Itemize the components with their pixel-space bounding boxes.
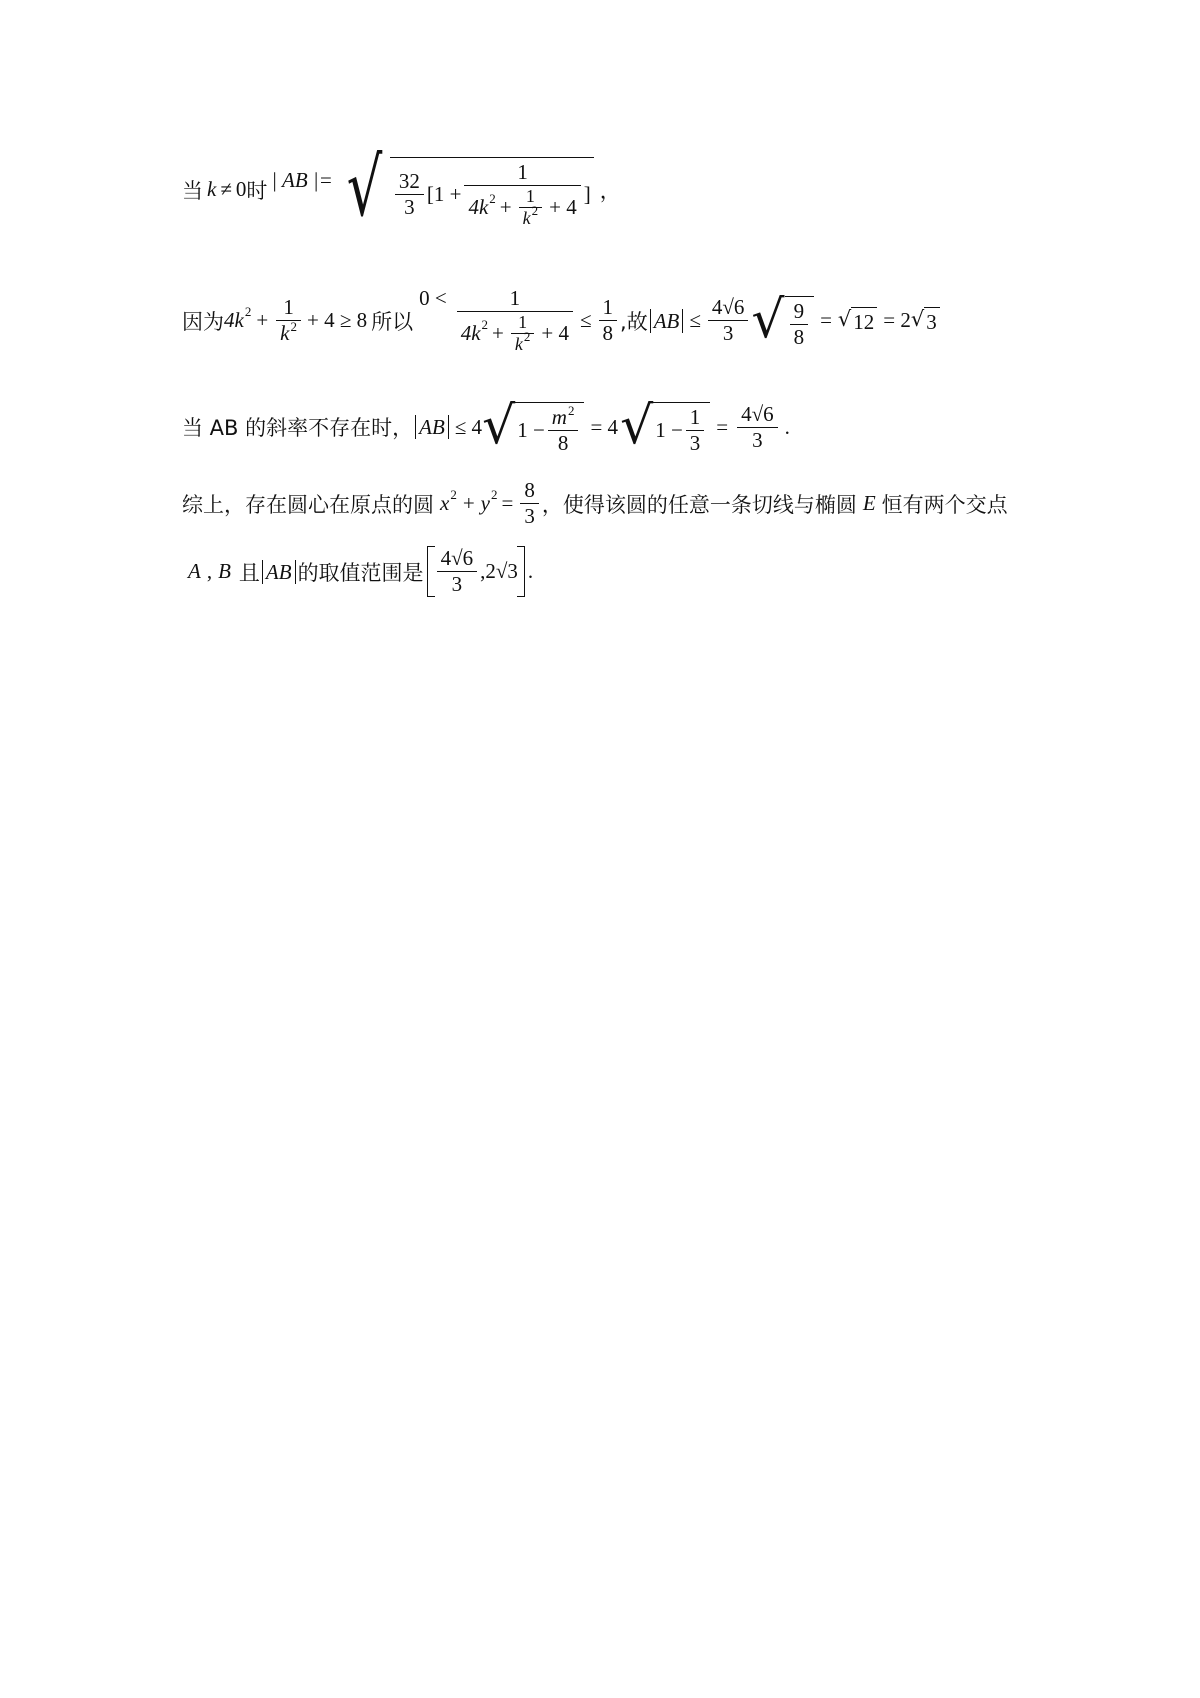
frac-num: 9 bbox=[793, 298, 805, 323]
zero: 0 bbox=[235, 177, 247, 201]
formula-line-5 bbox=[182, 546, 533, 597]
frac-num: 4√6 bbox=[741, 401, 774, 426]
leq-4: ≤ 4 bbox=[454, 414, 483, 439]
radicand-3: 3 bbox=[924, 307, 940, 335]
fraction-1-3 bbox=[686, 405, 705, 456]
comma: ， bbox=[599, 178, 621, 203]
var-k: k bbox=[207, 177, 217, 201]
var-y: y bbox=[480, 491, 490, 515]
zero-lt: 0 < bbox=[419, 286, 447, 310]
var-m: m bbox=[551, 405, 567, 429]
formula-line-3 bbox=[182, 398, 790, 456]
equals: = bbox=[716, 414, 729, 439]
var-E: E bbox=[862, 491, 876, 515]
var-x: x bbox=[440, 491, 450, 515]
frac-num: 8 bbox=[524, 478, 535, 502]
text-qie: 且 bbox=[238, 560, 260, 585]
frac-den: 8 bbox=[557, 431, 569, 455]
frac-den: 3 bbox=[404, 195, 415, 219]
frac-num: 4√6 bbox=[711, 295, 745, 319]
nested-fraction bbox=[519, 186, 543, 229]
equals-2: = 2 bbox=[883, 308, 911, 332]
sqrt-12 bbox=[838, 307, 877, 335]
plus-4: + 4 bbox=[549, 195, 577, 219]
nested-fraction bbox=[511, 312, 535, 355]
plus: + bbox=[492, 321, 504, 345]
frac-num: 32 bbox=[398, 169, 420, 193]
equals: = bbox=[820, 308, 832, 332]
text-yinwei: 因为 bbox=[182, 309, 224, 334]
abs-ab: AB bbox=[415, 415, 449, 439]
term-4k: 4k bbox=[468, 195, 489, 219]
period: . bbox=[784, 414, 790, 439]
plus: + bbox=[499, 195, 512, 219]
exp-2: 2 bbox=[531, 203, 539, 218]
fraction-9-8 bbox=[790, 299, 809, 350]
sqrt-sign-icon: √ bbox=[620, 396, 654, 456]
exp-2: 2 bbox=[244, 303, 252, 319]
big-fraction bbox=[457, 286, 573, 355]
sqrt-1-1-3 bbox=[620, 398, 710, 456]
frac-den bbox=[457, 312, 573, 355]
frac-den: 8 bbox=[793, 324, 805, 349]
frac-den: 8 bbox=[602, 321, 614, 345]
bracket-open: [1 + bbox=[426, 182, 462, 206]
sqrt-sign-icon: √ bbox=[346, 141, 383, 234]
var-k: k bbox=[522, 208, 531, 228]
text-conclusion-a: 综上，存在圆心在原点的圆 bbox=[182, 492, 434, 517]
var-A: A bbox=[188, 559, 201, 583]
text-conclusion-b: ，使得该圆的任意一条切线与椭圆 bbox=[541, 492, 857, 517]
text-slope-undefined: 当 AB 的斜率不存在时， bbox=[182, 416, 414, 440]
formula-line-1 bbox=[182, 141, 621, 234]
fraction-32-3 bbox=[395, 169, 424, 220]
formula-line-4 bbox=[182, 478, 1008, 529]
frac-num: 1 bbox=[509, 286, 521, 310]
fraction-4root6-3 bbox=[737, 402, 778, 453]
sqrt-sign-icon: √ bbox=[910, 306, 925, 331]
frac-den: 3 bbox=[722, 321, 734, 345]
text-dang: 当 bbox=[182, 178, 203, 203]
frac-num: 1 bbox=[602, 295, 614, 319]
sqrt-body bbox=[653, 402, 710, 456]
fraction-8-3 bbox=[520, 478, 539, 529]
one-minus: 1 − bbox=[655, 418, 683, 442]
exp-2: 2 bbox=[290, 319, 297, 334]
bracket-close: ] bbox=[583, 182, 591, 206]
one-minus: 1 − bbox=[517, 418, 545, 442]
text-range: 的取值范围是 bbox=[297, 560, 424, 585]
exp-2: 2 bbox=[450, 486, 457, 502]
sqrt-expression bbox=[339, 141, 594, 234]
sqrt-body bbox=[785, 296, 815, 350]
frac-num: 1 bbox=[283, 295, 294, 319]
inner-fraction bbox=[464, 160, 580, 229]
neq-sign: ≠ bbox=[220, 177, 232, 201]
frac-den: 3 bbox=[451, 572, 463, 596]
sqrt-body bbox=[390, 157, 594, 229]
abs-ab: AB bbox=[650, 309, 684, 333]
exp-2: 2 bbox=[481, 316, 489, 332]
closed-interval bbox=[427, 546, 525, 597]
plus: + bbox=[462, 491, 475, 515]
frac-den bbox=[276, 321, 301, 346]
sqrt-9-8 bbox=[751, 289, 814, 350]
exp-2: 2 bbox=[489, 190, 496, 206]
sqrt-1-m2-8 bbox=[482, 398, 584, 456]
abs-ab: AB bbox=[262, 560, 296, 584]
sqrt-sign-icon: √ bbox=[482, 396, 516, 456]
var-B: B bbox=[218, 559, 231, 583]
frac-num: 1 bbox=[689, 405, 701, 429]
text-gu: ,故 bbox=[620, 309, 648, 334]
frac-num: 1 bbox=[525, 186, 535, 206]
frac-den: 3 bbox=[524, 504, 535, 528]
frac-den: 3 bbox=[752, 427, 763, 452]
fraction-1-k2 bbox=[276, 295, 301, 346]
equals-4: = 4 bbox=[590, 414, 619, 439]
inequality-tail: + 4 ≥ 8 bbox=[307, 308, 368, 332]
frac-num bbox=[548, 405, 579, 430]
frac-num: 1 bbox=[518, 312, 528, 332]
sqrt-3 bbox=[911, 307, 940, 335]
term-4k: 4k bbox=[224, 308, 244, 332]
sqrt-sign-icon: √ bbox=[751, 289, 785, 350]
period: . bbox=[527, 559, 534, 583]
frac-den: 3 bbox=[689, 431, 701, 455]
fraction-4root6-3 bbox=[708, 295, 749, 346]
radicand-12: 12 bbox=[851, 307, 877, 335]
text-suoyi: 所以 bbox=[371, 309, 414, 334]
upper-bound: ,2√3 bbox=[480, 559, 518, 583]
plus-4: + 4 bbox=[541, 321, 569, 345]
exp-2: 2 bbox=[491, 486, 498, 502]
abs-ab: | AB |= bbox=[271, 168, 333, 192]
var-k: k bbox=[280, 321, 290, 345]
frac-num: 1 bbox=[517, 160, 528, 184]
fraction-4root6-3 bbox=[437, 546, 478, 597]
sqrt-sign-icon: √ bbox=[837, 306, 852, 331]
frac-den bbox=[511, 329, 535, 355]
fraction-m2-8 bbox=[548, 405, 579, 456]
leq-sign: ≤ bbox=[689, 308, 701, 332]
text-conclusion-c: 恒有两个交点 bbox=[881, 492, 1008, 517]
exp-2: 2 bbox=[523, 329, 531, 344]
var-k: k bbox=[514, 334, 523, 354]
leq-sign: ≤ bbox=[579, 308, 592, 332]
frac-num: 4√6 bbox=[440, 546, 474, 570]
formula-line-2 bbox=[182, 286, 940, 355]
text-shi: 时 bbox=[246, 178, 268, 203]
plus: + bbox=[256, 308, 269, 332]
comma: , bbox=[206, 559, 213, 583]
fraction-1-8 bbox=[599, 295, 618, 346]
term-4k: 4k bbox=[460, 321, 481, 345]
frac-den bbox=[519, 203, 543, 229]
frac-den bbox=[464, 186, 580, 229]
exp-2: 2 bbox=[567, 403, 575, 418]
equals: = bbox=[501, 491, 514, 515]
sqrt-body bbox=[515, 402, 584, 456]
